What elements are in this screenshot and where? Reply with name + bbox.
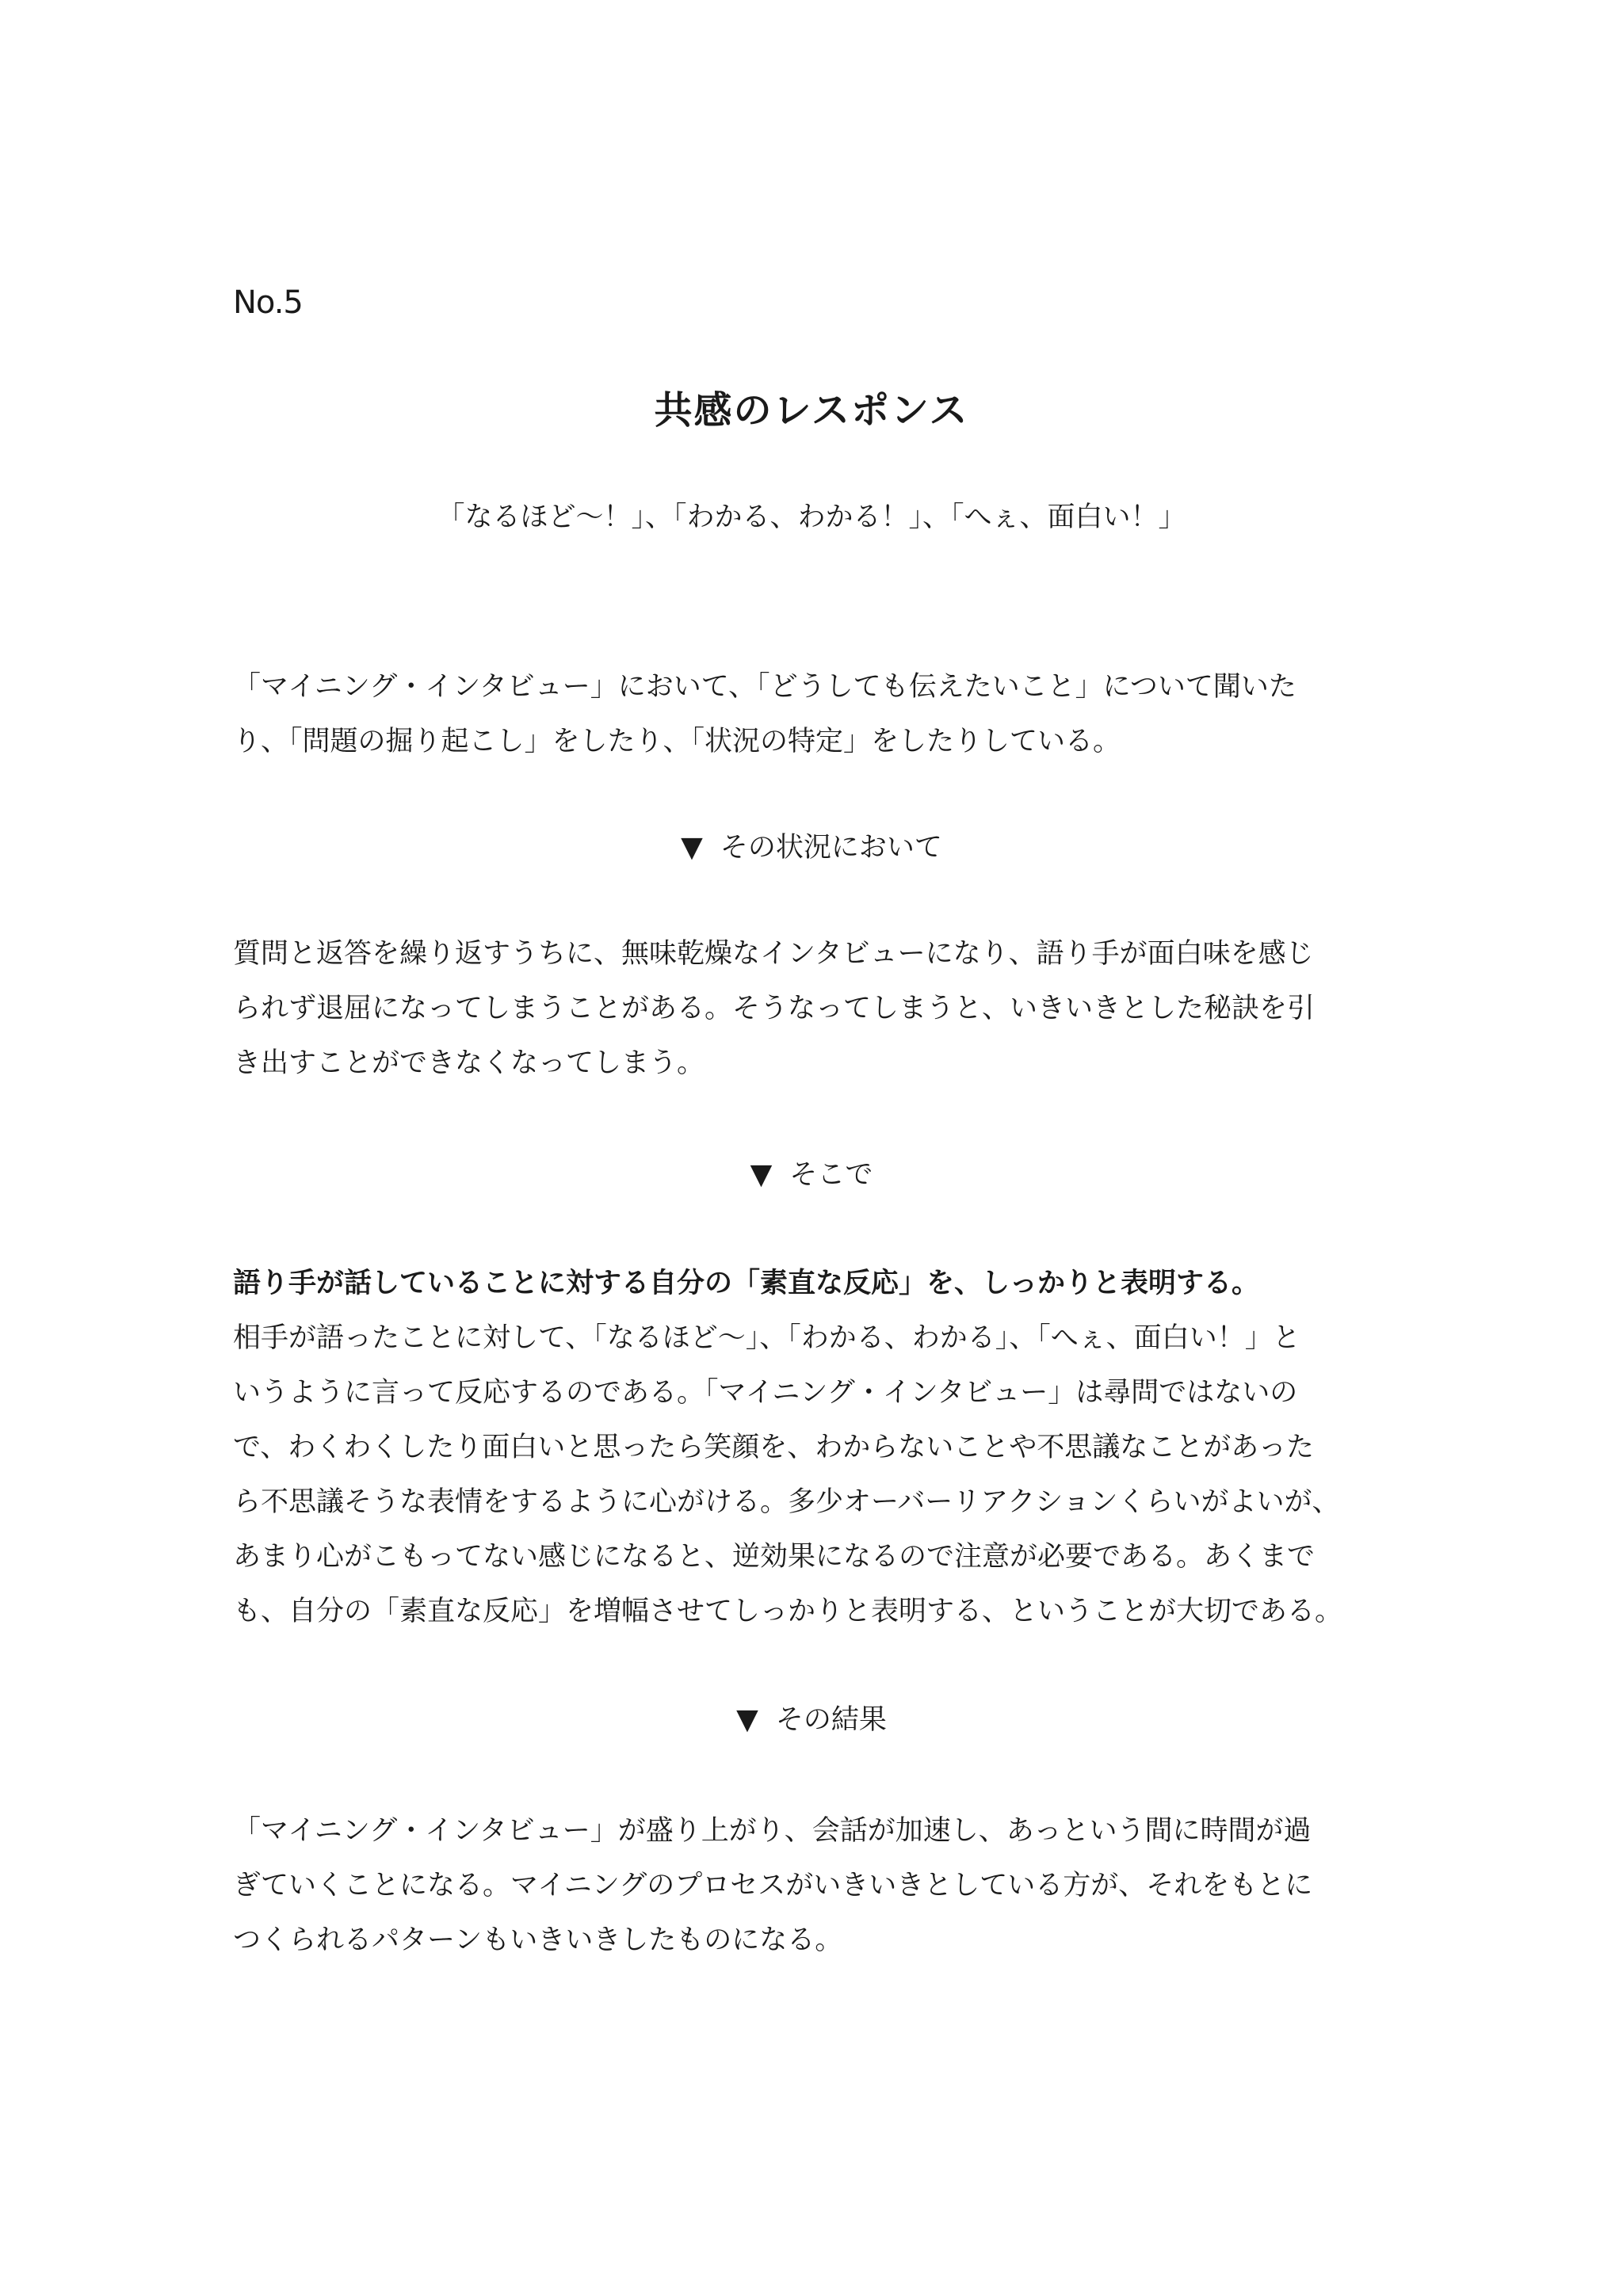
problem-line: 質問と返答を繰り返すうちに、無味乾燥なインタビューになり、語り手が面白味を感じ [233,938,1314,970]
solution-line: あまり心がこもってない感じになると、逆効果になるので注意が必要である。あくまで [233,1541,1316,1573]
solution-line: 相手が語ったことに対して、「なるほど〜」、「わかる、わかる」、「へぇ、面白い！」と [233,1322,1300,1354]
problem-line: られず退屈になってしまうことがある。そうなってしまうと、いきいきとした秘訣を引 [233,993,1316,1024]
therefore-heading [0,1153,1623,1197]
triangle-down-icon: ▼ [750,1158,773,1191]
solution-line: も、自分の「素直な反応」を増幅させてしっかりと表明する、ということが大切である。 [233,1596,1343,1627]
triangle-down-icon: ▼ [681,831,703,864]
problem-paragraph [233,927,1398,1091]
situation-heading-label: その状況において [720,832,942,864]
solution-bold-line: 語り手が話していることに対する自分の「素直な反応」を、しっかりと表明する。 [233,1268,1260,1299]
pattern-number: No.5 [233,284,303,321]
context-line: 「マイニング・インタビュー」において、「どうしても伝えたいこと」について聞いた [233,671,1296,703]
page-title: 共感のレスポンス [654,388,969,433]
result-heading [0,1698,1623,1742]
result-line: 「マイニング・インタビュー」が盛り上がり、会話が加速し、あっという間に時間が過 [233,1815,1312,1847]
context-paragraph [233,660,1398,769]
situation-heading [0,826,1623,870]
result-heading-label: その結果 [775,1704,887,1736]
solution-line: で、わくわくしたり面白いと思ったら笑顔を、わからないことや不思議なことがあった [233,1432,1314,1463]
result-line: つくられるパターンもいきいきしたものになる。 [233,1924,843,1956]
therefore-heading-label: そこで [789,1159,873,1191]
triangle-down-icon: ▼ [736,1703,758,1736]
result-paragraph [233,1804,1398,1968]
problem-line: き出すことができなくなってしまう。 [233,1047,705,1079]
result-line: ぎていくことになる。マイニングのプロセスがいきいきとしている方が、それをもとに [233,1870,1313,1901]
context-line: り、「問題の掘り起こし」をしたり、「状況の特定」をしたりしている。 [233,726,1121,757]
page-subtitle: 「なるほど〜！」、「わかる、わかる！」、「へぇ、面白い！」 [437,502,1186,533]
solution-line: ら不思議そうな表情をするように心がける。多少オーバーリアクションくらいがよいが、 [233,1486,1340,1518]
solution-paragraph [233,1257,1398,1639]
solution-line: いうように言って反応するのである。「マイニング・インタビュー」は尋問ではないの [233,1377,1298,1409]
